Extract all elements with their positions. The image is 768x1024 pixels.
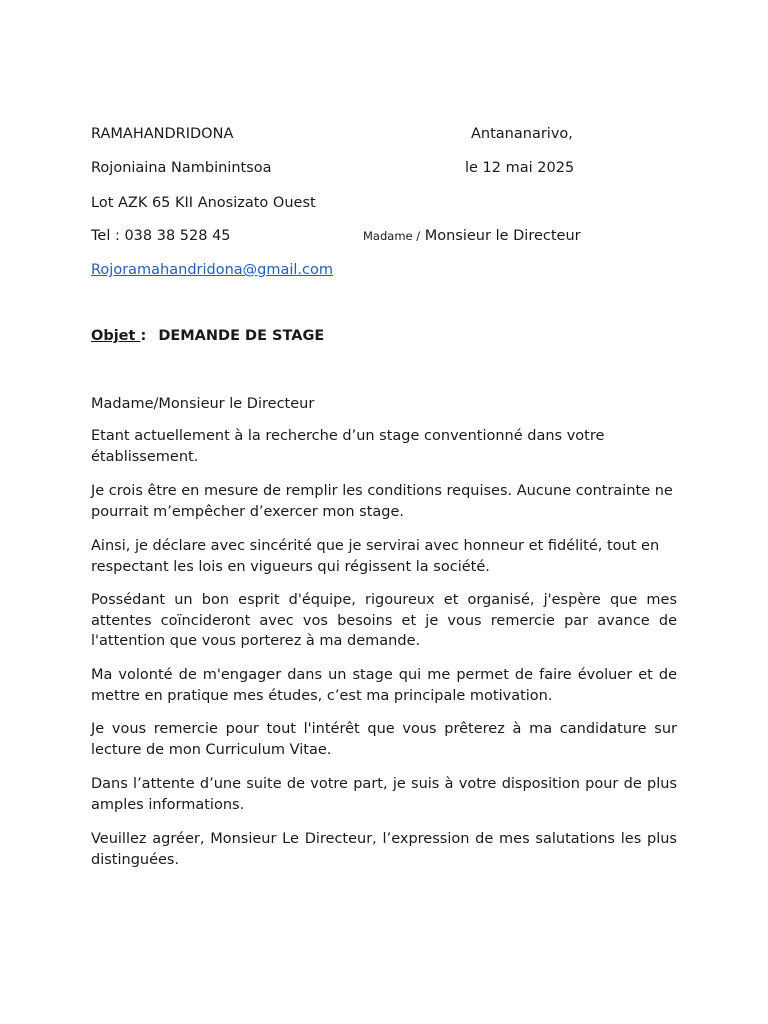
paragraph: Etant actuellement à la recherche d’un stage conventionné dans votre établissement.	[91, 428, 605, 465]
subject-label: Objet	[91, 328, 141, 344]
paragraph: Je crois être en mesure de remplir les conditions requises. Aucune contrainte ne pourrait m’empêcher d’exercer mon stage.	[91, 483, 673, 520]
paragraph: Possédant un bon esprit d'équipe, rigoureux et organisé, j'espère que mes attentes coïncideront avec vos besoins et je vous remercie par avance de l'attention que vous porterez à ma demande.	[91, 592, 677, 649]
recipient-title: Monsieur le Directeur	[424, 228, 581, 244]
letter-date: le 12 mai 2025	[465, 160, 575, 176]
sender-email-link[interactable]: Rojoramahandridona@gmail.com	[91, 262, 334, 278]
subject-colon: :	[140, 328, 147, 344]
paragraph: Veuillez agréer, Monsieur Le Directeur, l’expression de mes salutations les plus distinguées.	[91, 831, 677, 868]
sender-name-line2: Rojoniaina Nambinintsoa	[91, 160, 272, 176]
subject-text: DEMANDE DE STAGE	[158, 328, 325, 344]
recipient-prefix: Madame /	[363, 229, 421, 243]
paragraph: Ainsi, je déclare avec sincérité que je servirai avec honneur et fidélité, tout en respectant les lois en vigueurs qui régissent la société.	[91, 538, 660, 575]
paragraph: Ma volonté de m'engager dans un stage qui me permet de faire évoluer et de mettre en pratique mes études, c’est ma principale motivation.	[91, 667, 677, 704]
salutation: Madame/Monsieur le Directeur	[91, 396, 315, 412]
sender-name-line1: RAMAHANDRIDONA	[91, 126, 234, 142]
paragraph: Dans l’attente d’une suite de votre part, je suis à votre disposition pour de plus amples informations.	[91, 776, 677, 813]
paragraph: Je vous remercie pour tout l'intérêt que vous prêterez à ma candidature sur lecture de mon Curriculum Vitae.	[91, 721, 677, 758]
recipient	[363, 227, 581, 245]
sender-tel: Tel : 038 38 528 45	[91, 228, 231, 244]
subject-line	[91, 327, 324, 345]
place-city: Antananarivo,	[471, 126, 573, 142]
sender-address: Lot AZK 65 KII Anosizato Ouest	[91, 195, 316, 211]
